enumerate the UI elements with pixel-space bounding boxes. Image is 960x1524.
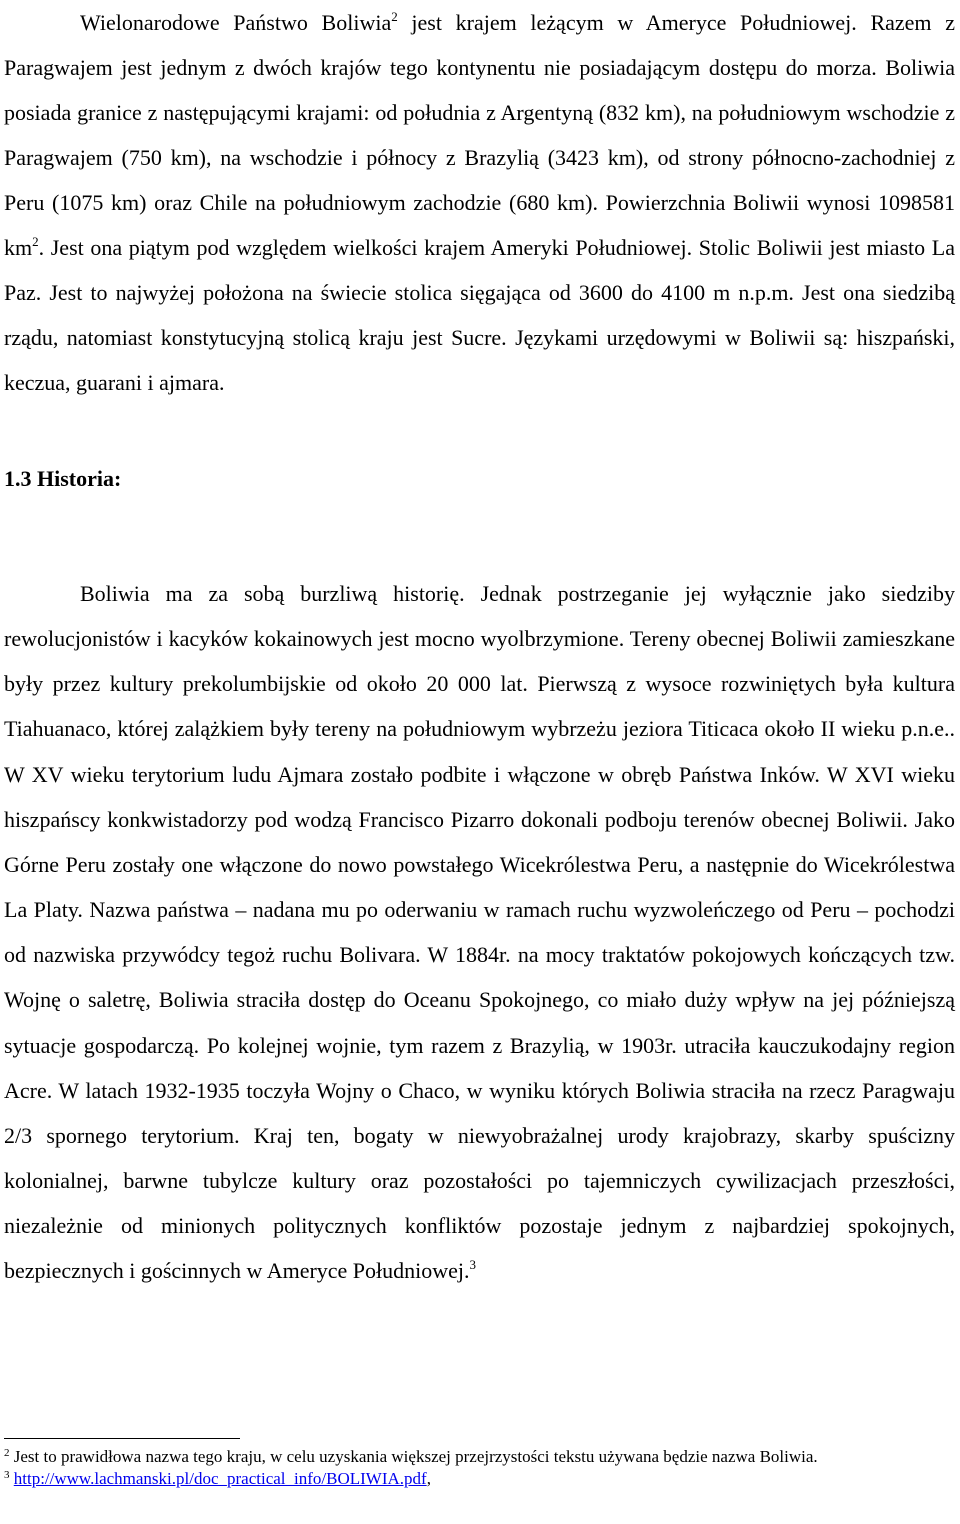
footnotes <box>4 1446 955 1490</box>
area-unit-superscript: 2 <box>32 234 39 249</box>
intro-text-1: Wielonarodowe Państwo Boliwia <box>80 10 392 35</box>
footnote-separator <box>4 1438 240 1439</box>
footnote-text: Jest to prawidłowa nazwa tego kraju, w celu uzyskania większej przejrzystości tekstu używana będzie nazwa Boliwia. <box>9 1447 818 1466</box>
history-text: Boliwia ma za sobą burzliwą historię. Jednak postrzeganie jej wyłącznie jako siedziby rewolucjonistów i kacyków kokainowych jest mocno wyolbrzymione. Tereny obecnej Boliwii zamieszkane były przez kultury prekolumbijskie od około 20 000 lat. Pierwszą z wysoce rozwiniętych była kultura Tiahuanaco, której zalążkiem były tereny na południowym wybrzeżu jeziora Titicaca około II wieku p.n.e.. W XV wieku terytorium ludu Ajmara zostało podbite i włączone w obręb Państwa Inków. W XVI wieku hiszpańscy konkwistadorzy pod wodzą Francisco Pizarro dokonali podboju terenów obecnej Boliwii. Jako Górne Peru zostały one włączone do nowo powstałego Wicekrólestwa Peru, a następnie do Wicekrólestwa La Platy. Nazwa państwa – nadana mu po oderwaniu w ramach ruchu wyzwoleńczego od Peru – pochodzi od nazwiska przywódcy tegoż ruchu Bolivara. W 1884r. na mocy traktatów pokojowych kończących tzw. Wojnę o saletrę, Boliwia straciła dostęp do Oceanu Spokojnego, co miało duży wpływ na jej późniejszą sytuacje gospodarczą. Po kolejnej wojnie, tym razem z Brazylią, w 1903r. utraciła kauczukodajny region Acre. W latach 1932-1935 toczyła Wojny o Chaco, w wyniku których Boliwia straciła na rzecz Paragwaju 2/3 spornego terytorium. Kraj ten, bogaty w niewyobrażalnej urody krajobrazy, skarby spuścizny kolonialnej, barwne tubylcze kultury oraz pozostałości po tajemniczych cywilizacjach przeszłości, niezależnie od minionych politycznych konfliktów pozostaje jednym z najbardziej spokojnych, bezpiecznych i gościnnych w Ameryce Południowej. <box>4 581 955 1284</box>
intro-text-3: . Jest ona piątym pod względem wielkości krajem Ameryki Południowej. Stolic Boliwii jest miasto La Paz. Jest to najwyżej położona na świecie stolica sięgająca od 3600 do 4100 m n.p.m. Jest ona siedzibą rządu, natomiast konstytucyjną stolicą kraju jest Sucre. Językami urzędowymi w Boliwii są: hiszpański, keczua, guarani i ajmara. <box>4 235 955 395</box>
source-link[interactable]: http://www.lachmanski.pl/doc_practical_info/BOLIWIA.pdf <box>13 1469 427 1488</box>
footnote-mark: 2 <box>4 1447 10 1459</box>
footnote-3 <box>4 1468 955 1490</box>
footnote-ref-3[interactable]: 3 <box>469 1257 477 1273</box>
intro-text-2: jest krajem leżącym w Ameryce Południowej. Razem z Paragwajem jest jednym z dwóch krajów tego kontynentu nie posiadającym dostępu do morza. Boliwia posiada granice z następującymi krajami: od południa z Argentyną (832 km), na południowym wschodzie z Paragwajem (750 km), na wschodzie i północy z Brazylią (3423 km), od strony północno-zachodniej z Peru (1075 km) oraz Chile na południowym zachodzie (680 km). Powierzchnia Boliwii wynosi 1098581 km <box>4 10 955 260</box>
section-heading: 1.3 Historia: <box>4 466 122 491</box>
footnote-tail: , <box>426 1469 431 1488</box>
footnote-2 <box>4 1446 955 1468</box>
intro-paragraph <box>4 0 955 405</box>
footnote-ref-2[interactable]: 2 <box>391 9 398 24</box>
footnote-mark: 3 <box>4 1469 10 1481</box>
history-paragraph <box>4 571 955 1294</box>
